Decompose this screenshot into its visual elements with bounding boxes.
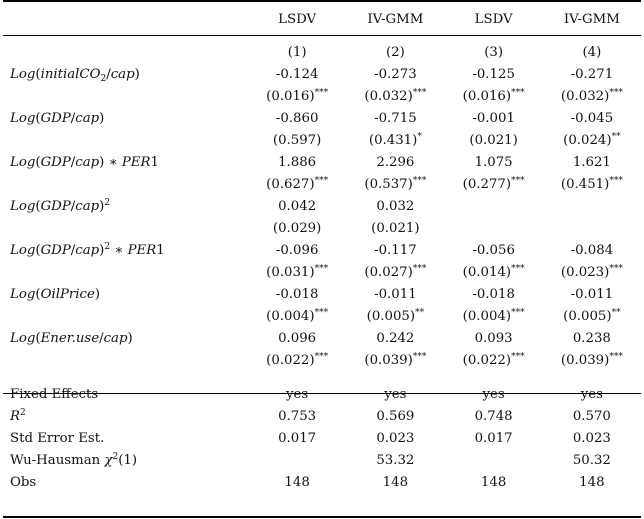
standard-error-row <box>3 86 641 108</box>
coefficient-row <box>3 284 641 306</box>
standard-error: (0.537) <box>364 177 413 192</box>
significance-stars: *** <box>511 88 525 98</box>
header-row <box>3 0 641 38</box>
coefficient-value: -0.045 <box>570 111 614 126</box>
standard-error: (0.016) <box>266 89 315 104</box>
standard-error-cell <box>248 86 346 108</box>
standard-error-cell <box>445 262 543 284</box>
variable-label: $Log(GDP/cap)^2$ ∗ PER1 <box>10 242 165 258</box>
standard-error-cell <box>543 262 641 284</box>
standard-error: (0.029) <box>272 221 322 236</box>
stat-value <box>248 450 346 472</box>
significance-stars: *** <box>511 176 525 186</box>
standard-error-cell <box>346 218 444 240</box>
coefficient-value: -0.096 <box>275 243 319 258</box>
stats-row <box>3 428 641 450</box>
standard-error-cell <box>248 306 346 328</box>
stat-value: 148 <box>579 475 605 490</box>
significance-stars: *** <box>412 176 427 186</box>
significance-stars: *** <box>609 264 623 274</box>
coefficient-value: 1.886 <box>278 155 317 170</box>
coefficient-value: -0.084 <box>570 243 614 258</box>
standard-error-cell <box>445 218 543 240</box>
coefficient-row <box>3 64 641 86</box>
significance-stars: *** <box>511 352 525 362</box>
coefficient-value: 1.075 <box>474 155 513 170</box>
significance-stars: *** <box>609 88 623 98</box>
standard-error-cell <box>248 174 346 196</box>
coefficient-value: -0.125 <box>472 67 515 82</box>
stat-value: yes <box>286 387 309 402</box>
significance-stars: *** <box>609 352 623 362</box>
stat-label: Std Error Est. <box>10 431 105 446</box>
standard-error-cell <box>543 174 641 196</box>
standard-error-cell <box>248 350 346 372</box>
standard-error-row <box>3 350 641 372</box>
coefficient-value: 0.096 <box>278 331 317 346</box>
coefficient-value: -0.715 <box>374 111 417 126</box>
standard-error: (0.451) <box>560 177 610 192</box>
stat-value: yes <box>384 387 407 402</box>
standard-error: (0.004) <box>266 309 315 324</box>
significance-stars: ** <box>611 308 621 318</box>
variable-label: Log(OilPrice) <box>10 287 101 302</box>
standard-error-cell <box>543 130 641 152</box>
stat-label: Wu-Hausman $\chi^2(1)$ <box>10 452 138 468</box>
coefficient-value: -0.860 <box>275 111 319 126</box>
standard-error: (0.022) <box>266 353 315 368</box>
standard-error-cell <box>346 306 444 328</box>
variable-label: Log(GDP/cap) ∗ PER1 <box>10 155 159 170</box>
standard-error-cell <box>346 350 444 372</box>
stat-value: 0.023 <box>376 431 415 446</box>
variable-label: $Log(GDP/cap)^2$ <box>10 198 111 214</box>
coefficient-value: -0.011 <box>570 287 614 302</box>
coefficient-value: -0.124 <box>275 67 319 82</box>
stats-row <box>3 406 641 428</box>
coefficient-value: 0.242 <box>376 331 415 346</box>
stat-value: 0.570 <box>572 409 611 424</box>
standard-error-cell <box>543 86 641 108</box>
spacer-row <box>3 372 641 384</box>
stats-row <box>3 450 641 472</box>
stat-value: 0.569 <box>376 409 415 424</box>
standard-error: (0.022) <box>462 353 512 368</box>
standard-error-cell <box>445 350 543 372</box>
column-number: (2) <box>385 45 405 60</box>
coefficient-value: 0.042 <box>278 199 317 214</box>
coefficient-value: -0.056 <box>472 243 515 258</box>
standard-error: (0.021) <box>469 133 518 148</box>
coefficient-value: 1.621 <box>572 155 611 170</box>
stat-value: 148 <box>382 475 409 490</box>
variable-label: Log(Ener.use/cap) <box>10 331 133 346</box>
standard-error-row <box>3 218 641 240</box>
bottom-rule <box>3 516 641 518</box>
coefficient-value: -0.271 <box>570 67 614 82</box>
column-header: LSDV <box>278 12 317 27</box>
coefficient-row <box>3 328 641 350</box>
standard-error: (0.005) <box>366 309 416 324</box>
coefficient-row <box>3 240 641 262</box>
stat-value: 0.023 <box>572 431 611 446</box>
significance-stars: *** <box>412 352 427 362</box>
significance-stars: ** <box>415 308 425 318</box>
coefficient-value: 2.296 <box>376 155 415 170</box>
standard-error-cell <box>248 130 346 152</box>
standard-error-cell <box>346 130 444 152</box>
standard-error: (0.039) <box>560 353 610 368</box>
significance-stars: ** <box>611 132 621 142</box>
standard-error: (0.032) <box>560 89 610 104</box>
coefficient-value: -0.273 <box>374 67 417 82</box>
stat-value: 53.32 <box>376 453 415 468</box>
stat-value <box>445 450 543 472</box>
coefficient-value <box>445 196 543 218</box>
stat-value: 0.753 <box>278 409 317 424</box>
standard-error-cell <box>346 174 444 196</box>
column-number-row <box>3 42 641 64</box>
significance-stars: *** <box>511 264 525 274</box>
standard-error-cell <box>543 350 641 372</box>
coefficient-value: -0.018 <box>472 287 515 302</box>
significance-stars: *** <box>314 308 329 318</box>
standard-error-cell <box>543 306 641 328</box>
standard-error: (0.597) <box>272 133 322 148</box>
standard-error: (0.023) <box>560 265 610 280</box>
standard-error-cell <box>346 262 444 284</box>
header-blank-cell <box>3 0 248 38</box>
significance-stars: *** <box>314 264 329 274</box>
standard-error-row <box>3 130 641 152</box>
column-number-blank <box>3 42 248 64</box>
stat-label: $R^2$ <box>10 408 26 424</box>
standard-error: (0.004) <box>462 309 512 324</box>
standard-error: (0.016) <box>462 89 512 104</box>
column-header: LSDV <box>474 12 513 27</box>
standard-error: (0.431) <box>368 133 418 148</box>
standard-error-cell <box>346 86 444 108</box>
standard-error: (0.031) <box>266 265 315 280</box>
standard-error: (0.277) <box>462 177 512 192</box>
standard-error: (0.014) <box>462 265 512 280</box>
significance-stars: *** <box>314 176 329 186</box>
standard-error-cell <box>445 86 543 108</box>
standard-error: (0.024) <box>563 133 612 148</box>
stat-value: 148 <box>284 475 310 490</box>
significance-stars: *** <box>314 88 329 98</box>
standard-error-cell <box>248 262 346 284</box>
stat-label: Fixed Effects <box>10 387 99 402</box>
coefficient-value: -0.011 <box>374 287 417 302</box>
standard-error-cell <box>248 218 346 240</box>
standard-error-row <box>3 174 641 196</box>
stat-value: 0.017 <box>278 431 317 446</box>
standard-error: (0.021) <box>371 221 420 236</box>
standard-error: (0.032) <box>364 89 413 104</box>
standard-error-cell <box>543 218 641 240</box>
coefficient-row <box>3 152 641 174</box>
stat-value: 0.017 <box>474 431 513 446</box>
standard-error-row <box>3 262 641 284</box>
coefficient-value: 0.238 <box>572 331 611 346</box>
standard-error: (0.027) <box>364 265 413 280</box>
stat-value: 148 <box>480 475 507 490</box>
coefficient-value: -0.018 <box>275 287 319 302</box>
stat-label: Obs <box>10 475 37 490</box>
standard-error-cell <box>445 306 543 328</box>
column-number: (1) <box>287 45 307 60</box>
standard-error-cell <box>445 174 543 196</box>
coefficient-value: 0.093 <box>474 331 513 346</box>
standard-error-cell <box>445 130 543 152</box>
stat-value: 50.32 <box>572 453 611 468</box>
stat-value: yes <box>482 387 505 402</box>
regression-table <box>3 0 641 494</box>
standard-error-row <box>3 306 641 328</box>
coefficient-value <box>543 196 641 218</box>
coefficient-value: -0.117 <box>374 243 417 258</box>
significance-stars: *** <box>511 308 525 318</box>
significance-stars: *** <box>412 88 427 98</box>
stats-row <box>3 472 641 494</box>
column-number: (4) <box>582 45 602 60</box>
significance-stars: *** <box>314 352 329 362</box>
coefficient-row <box>3 108 641 130</box>
standard-error: (0.005) <box>563 309 612 324</box>
significance-stars: *** <box>412 264 427 274</box>
column-number: (3) <box>484 45 504 60</box>
stat-value: yes <box>580 387 603 402</box>
stats-row <box>3 384 641 406</box>
significance-stars: * <box>417 132 422 142</box>
variable-label: Log(initialCO$_2$/cap) <box>10 67 140 84</box>
stat-value: 0.748 <box>474 409 513 424</box>
column-header: IV-GMM <box>367 12 424 27</box>
significance-stars: *** <box>609 176 623 186</box>
variable-label: Log(GDP/cap) <box>10 111 105 126</box>
coefficient-value: 0.032 <box>376 199 415 214</box>
column-header: IV-GMM <box>563 12 620 27</box>
standard-error: (0.039) <box>364 353 413 368</box>
coefficient-value: -0.001 <box>472 111 515 126</box>
coefficient-row <box>3 196 641 218</box>
standard-error: (0.627) <box>266 177 315 192</box>
